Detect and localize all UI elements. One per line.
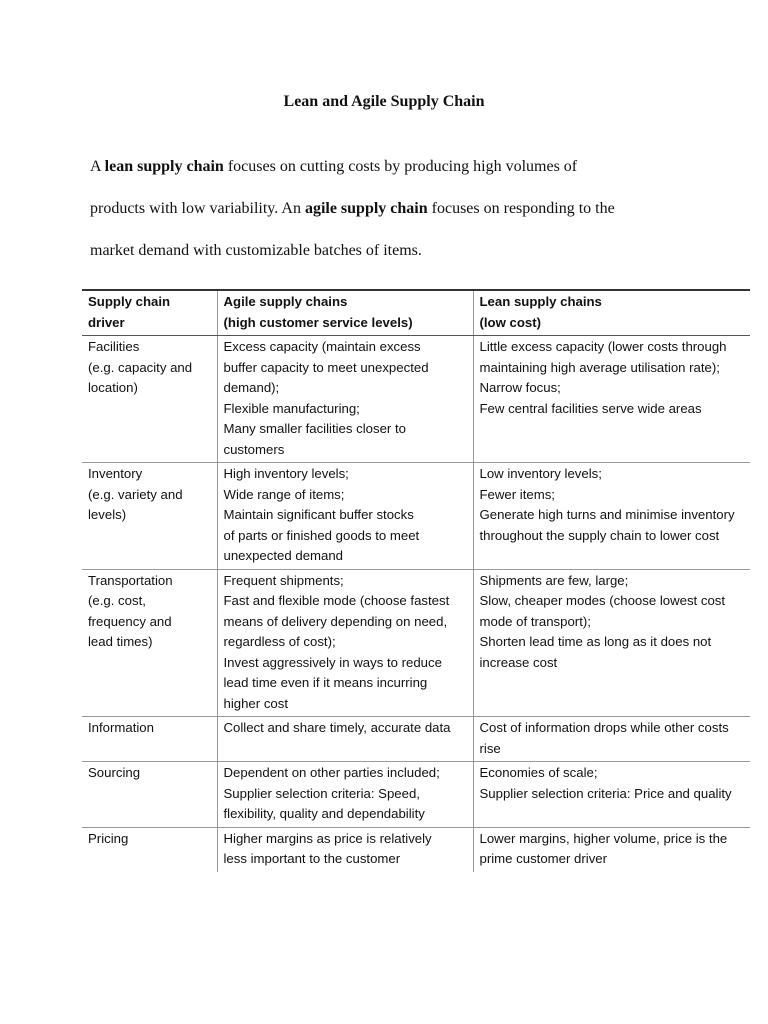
cell-line: lead time even if it means incurring bbox=[223, 675, 428, 690]
table-row bbox=[82, 569, 750, 717]
cell-lean bbox=[473, 762, 750, 828]
header-line: Lean supply chains bbox=[479, 294, 602, 309]
cell-line: Inventory bbox=[88, 466, 143, 481]
cell-line: means of delivery depending on need, bbox=[223, 613, 448, 629]
cell-driver bbox=[82, 717, 217, 762]
cell-lean bbox=[473, 717, 750, 762]
cell-line: Higher margins as price is relatively bbox=[223, 830, 432, 846]
cell-line: higher cost bbox=[223, 695, 289, 711]
cell-line: unexpected demand bbox=[223, 548, 344, 563]
cell-line: Cost of information drops while other costs bbox=[479, 720, 729, 735]
cell-lean bbox=[473, 827, 750, 872]
cell-line: (e.g. cost, bbox=[88, 593, 146, 608]
cell-line: Transportation bbox=[88, 572, 173, 588]
table-row bbox=[82, 463, 750, 570]
table-row bbox=[82, 336, 750, 463]
cell-line: Supplier selection criteria: Speed, bbox=[223, 785, 420, 801]
cell-line: maintaining high average utilisation rate); bbox=[479, 359, 720, 375]
cell-agile bbox=[217, 569, 473, 717]
intro-line-3 bbox=[90, 230, 730, 272]
intro-line-2 bbox=[90, 188, 730, 230]
cell-line: Generate high turns and minimise inventory bbox=[479, 507, 735, 522]
cell-driver bbox=[82, 336, 217, 463]
cell-line: demand); bbox=[223, 380, 280, 395]
cell-line: Shorten lead time as long as it does not bbox=[479, 634, 712, 649]
cell-line: (e.g. variety and bbox=[88, 486, 183, 502]
cell-line: regardless of cost); bbox=[223, 634, 336, 649]
cell-driver bbox=[82, 827, 217, 872]
cell-line: Wide range of items; bbox=[223, 486, 345, 502]
table-row bbox=[82, 827, 750, 872]
cell-line: rise bbox=[479, 740, 501, 756]
header-line: Agile supply chains bbox=[223, 294, 348, 309]
cell-line: prime customer driver bbox=[479, 851, 608, 866]
table-header-row bbox=[82, 290, 750, 336]
cell-line: lead times) bbox=[88, 634, 153, 649]
header-line: driver bbox=[88, 314, 125, 330]
cell-line: Many smaller facilities closer to bbox=[223, 421, 406, 436]
cell-line: Fewer items; bbox=[479, 486, 555, 502]
cell-line: Sourcing bbox=[88, 765, 141, 780]
cell-line: throughout the supply chain to lower cost bbox=[479, 527, 720, 543]
cell-line: Little excess capacity (lower costs through bbox=[479, 339, 727, 354]
cell-line: mode of transport); bbox=[479, 613, 591, 629]
intro-paragraph bbox=[90, 146, 730, 272]
cell-lean bbox=[473, 336, 750, 463]
cell-agile bbox=[217, 336, 473, 463]
cell-agile bbox=[217, 762, 473, 828]
cell-line: Economies of scale; bbox=[479, 765, 598, 780]
cell-line: Low inventory levels; bbox=[479, 466, 602, 481]
cell-line: buffer capacity to meet unexpected bbox=[223, 359, 429, 375]
cell-line: (e.g. capacity and bbox=[88, 359, 193, 375]
cell-line: Excess capacity (maintain excess bbox=[223, 339, 421, 354]
cell-line: less important to the customer bbox=[223, 851, 401, 866]
header-line: (low cost) bbox=[479, 314, 542, 330]
intro-text: A bbox=[90, 158, 105, 175]
intro-line-1 bbox=[90, 146, 730, 188]
intro-text: focuses on responding to the bbox=[427, 200, 615, 217]
table-body bbox=[82, 336, 750, 872]
cell-line: High inventory levels; bbox=[223, 466, 349, 481]
header-line: Supply chain bbox=[88, 294, 171, 309]
table-row bbox=[82, 717, 750, 762]
cell-driver bbox=[82, 569, 217, 717]
header-agile bbox=[217, 290, 473, 336]
cell-line: Facilities bbox=[88, 339, 140, 354]
cell-line: customers bbox=[223, 441, 285, 457]
header-driver bbox=[82, 290, 217, 336]
cell-driver bbox=[82, 762, 217, 828]
cell-line: Few central facilities serve wide areas bbox=[479, 400, 702, 416]
cell-line: Slow, cheaper modes (choose lowest cost bbox=[479, 593, 726, 608]
cell-line: Narrow focus; bbox=[479, 380, 561, 395]
cell-line: Fast and flexible mode (choose fastest bbox=[223, 593, 450, 608]
cell-line: Flexible manufacturing; bbox=[223, 400, 360, 416]
cell-line: frequency and bbox=[88, 613, 172, 629]
cell-lean bbox=[473, 569, 750, 717]
cell-line: Dependent on other parties included; bbox=[223, 765, 440, 780]
cell-line: Lower margins, higher volume, price is the bbox=[479, 830, 728, 846]
intro-text: market demand with customizable batches of items. bbox=[90, 242, 422, 259]
cell-line: Invest aggressively in ways to reduce bbox=[223, 654, 442, 670]
cell-line: levels) bbox=[88, 507, 127, 522]
cell-line: flexibility, quality and dependability bbox=[223, 806, 425, 821]
cell-agile bbox=[217, 717, 473, 762]
agile-term: agile supply chain bbox=[304, 200, 428, 217]
intro-text: focuses on cutting costs by producing high volumes of bbox=[223, 158, 578, 175]
cell-line: increase cost bbox=[479, 654, 558, 670]
cell-line: Maintain significant buffer stocks bbox=[223, 507, 414, 522]
header-line: (high customer service levels) bbox=[223, 314, 413, 330]
cell-driver bbox=[82, 463, 217, 570]
cell-agile bbox=[217, 463, 473, 570]
cell-line: location) bbox=[88, 380, 138, 395]
cell-line: Collect and share timely, accurate data bbox=[223, 720, 451, 735]
cell-line: Information bbox=[88, 720, 154, 735]
lean-term: lean supply chain bbox=[104, 158, 224, 175]
cell-lean bbox=[473, 463, 750, 570]
cell-agile bbox=[217, 827, 473, 872]
cell-line: Shipments are few, large; bbox=[479, 572, 629, 588]
document-title: Lean and Agile Supply Chain bbox=[283, 93, 485, 110]
cell-line: Supplier selection criteria: Price and quality bbox=[479, 785, 732, 801]
table-row bbox=[82, 762, 750, 828]
cell-line: of parts or finished goods to meet bbox=[223, 527, 420, 543]
header-lean bbox=[473, 290, 750, 336]
cell-line: Pricing bbox=[88, 830, 129, 846]
cell-line: Frequent shipments; bbox=[223, 572, 344, 588]
intro-text: products with low variability. An bbox=[90, 200, 305, 217]
supply-chain-table bbox=[82, 289, 750, 872]
